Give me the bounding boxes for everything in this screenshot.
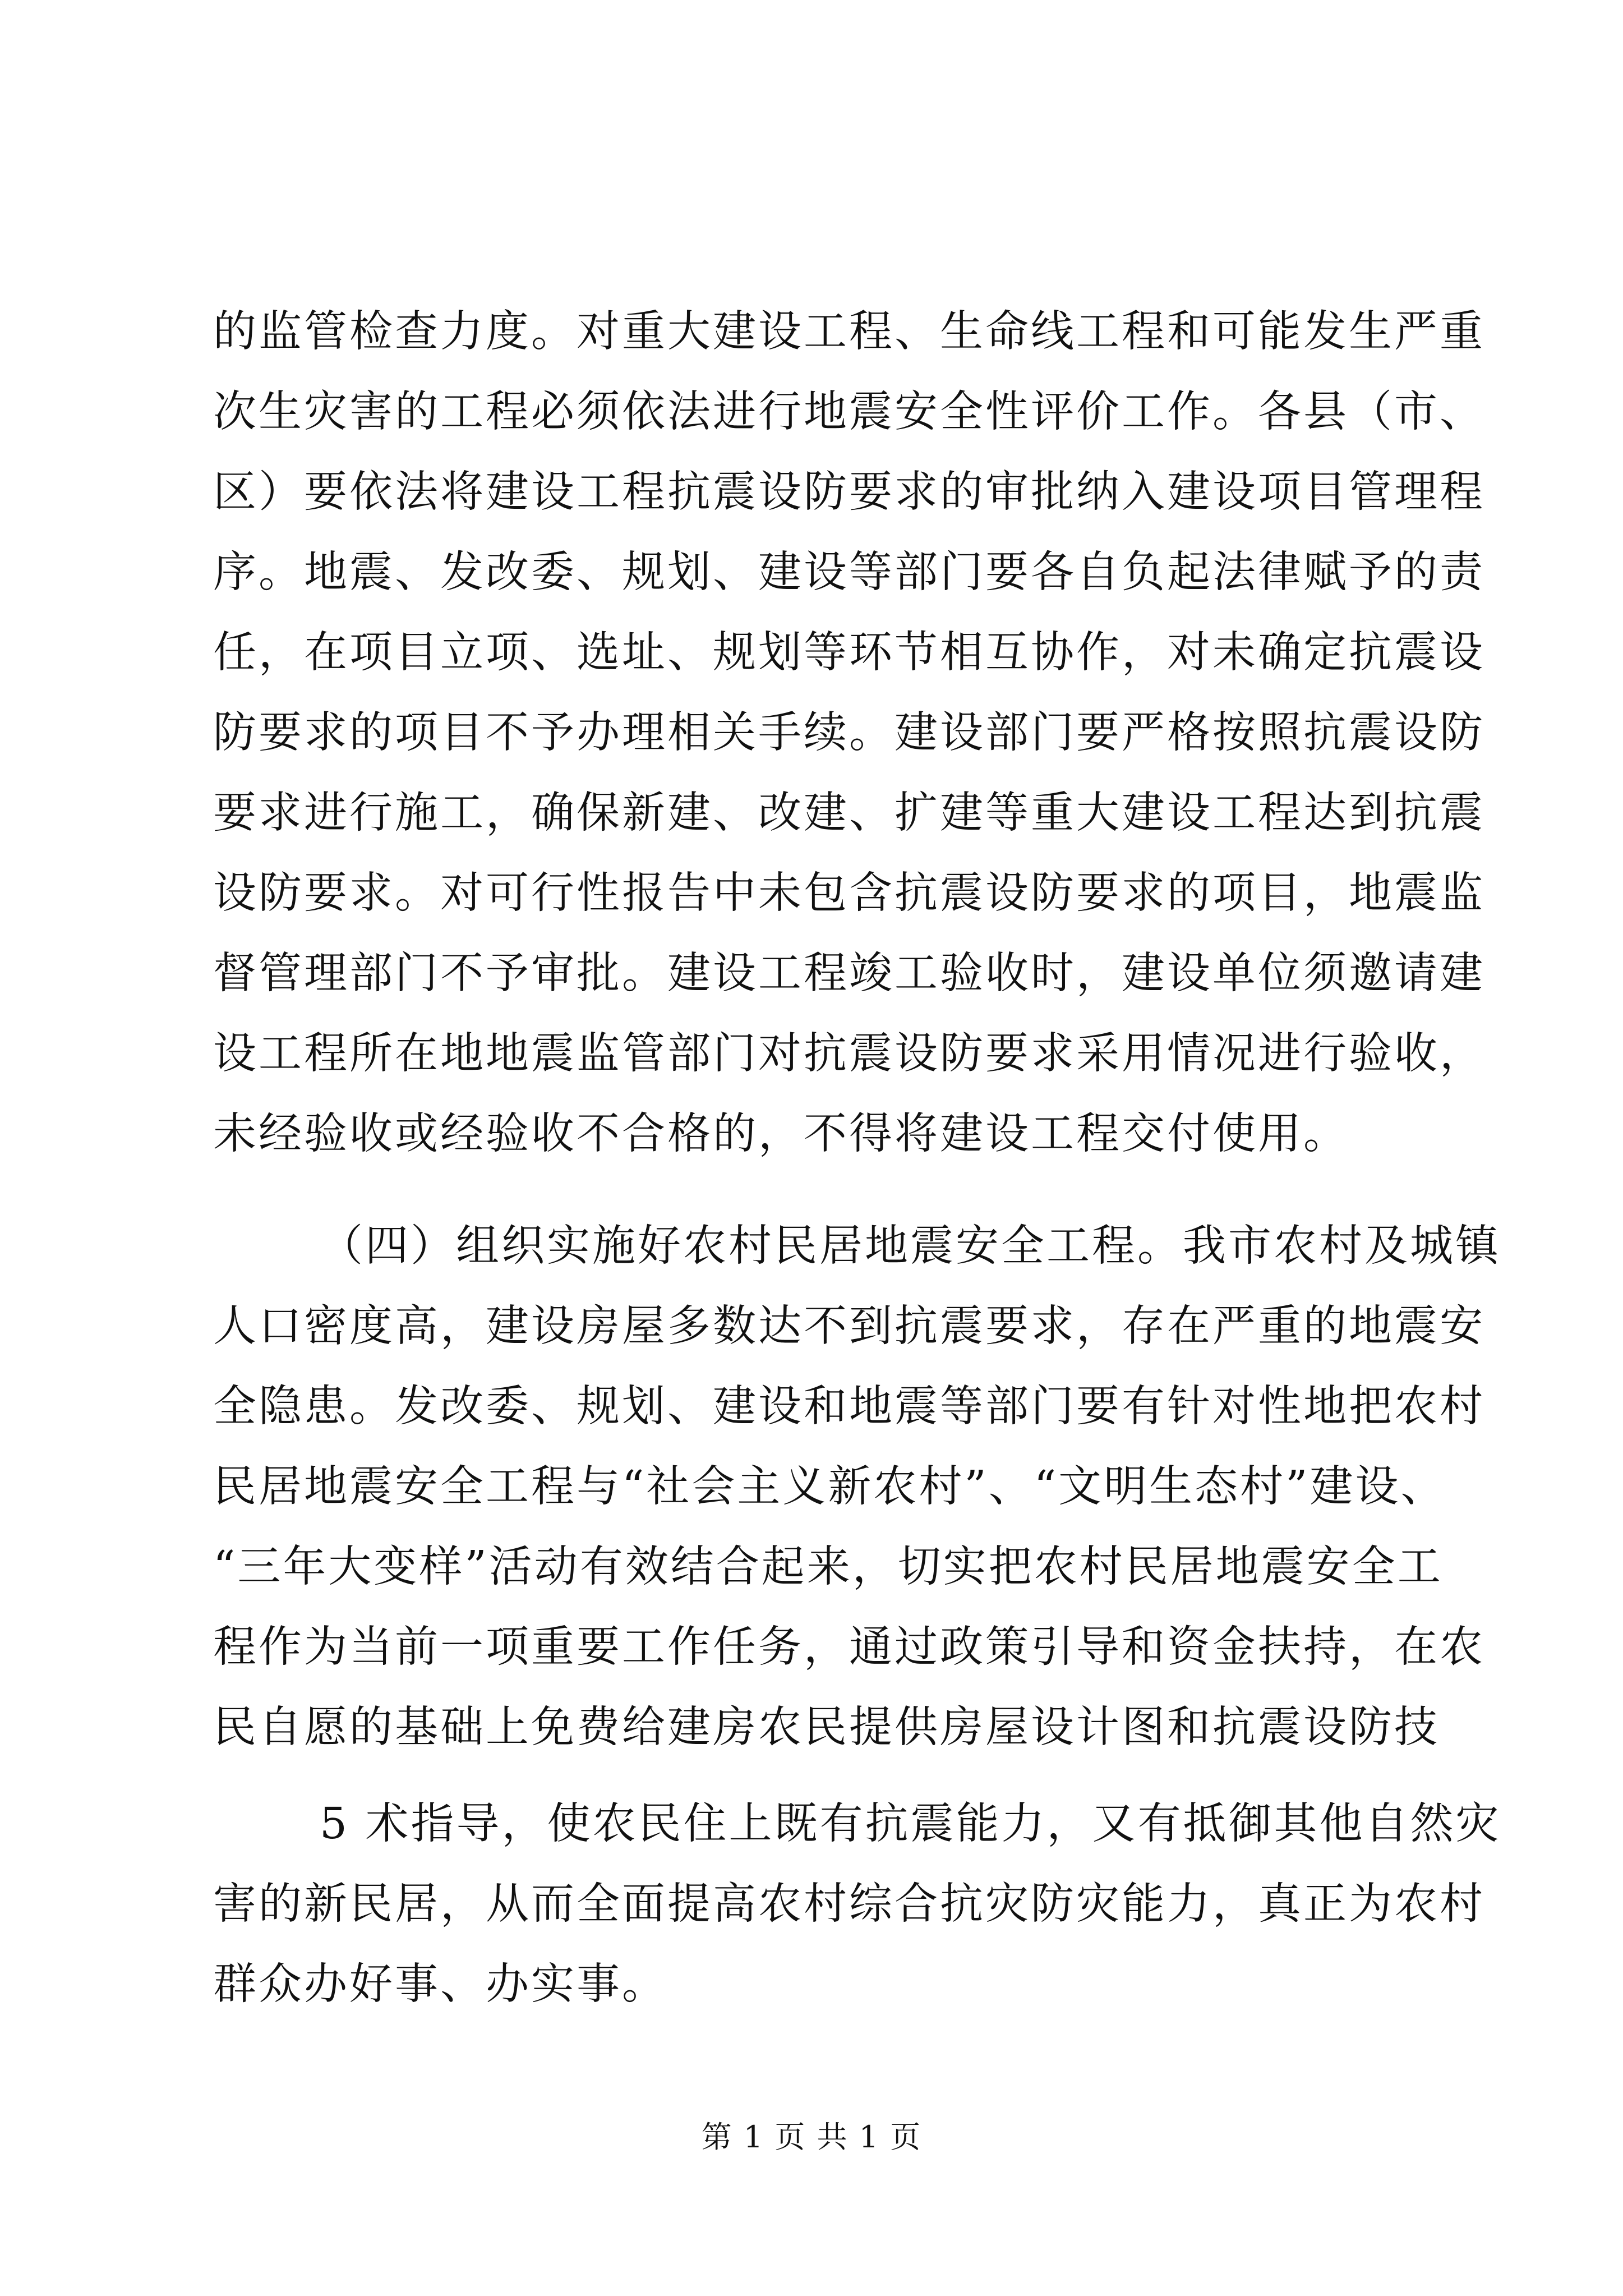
text-line: 人口密度高，建设房屋多数达不到抗震要求，存在严重的地震安 xyxy=(213,1301,1485,1351)
text-line: 序。地震、发改委、规划、建设等部门要各自负起法律赋予的责 xyxy=(213,547,1485,597)
text-line: 防要求的项目不予办理相关手续。建设部门要严格按照抗震设防 xyxy=(213,708,1485,758)
page-number-footer: 第 1 页 共 1 页 xyxy=(701,2119,922,2155)
text-line: 设防要求。对可行性报告中未包含抗震设防要求的项目，地震监 xyxy=(213,868,1485,918)
text-line: 程作为当前一项重要工作任务，通过政策引导和资金扶持，在农 xyxy=(213,1622,1485,1672)
text-line: 的监管检查力度。对重大建设工程、生命线工程和可能发生严重 xyxy=(213,307,1485,357)
text-line: 全隐患。发改委、规划、建设和地震等部门要有针对性地把农村 xyxy=(213,1382,1485,1432)
text-line: 任，在项目立项、选址、规划等环节相互协作，对未确定抗震设 xyxy=(213,628,1485,678)
paragraph-supervision xyxy=(213,292,1485,1174)
text-line: 要求进行施工，确保新建、改建、扩建等重大建设工程达到抗震 xyxy=(213,788,1485,838)
text-line: “三年大变样”活动有效结合起来，切实把农村民居地震安全工 xyxy=(213,1542,1443,1592)
text-line: 督管理部门不予审批。建设工程竣工验收时，建设单位须邀请建 xyxy=(213,949,1485,999)
text-line: 设工程所在地地震监管部门对抗震设防要求采用情况进行验收， xyxy=(213,1029,1485,1079)
text-line: 区）要依法将建设工程抗震设防要求的审批纳入建设项目管理程 xyxy=(213,467,1485,517)
text-line: 群众办好事、办实事。 xyxy=(213,1959,667,2009)
paragraph-rural-housing xyxy=(213,1206,1501,1768)
text-line: 民居地震安全工程与“社会主义新农村”、“文明生态村”建设、 xyxy=(213,1462,1446,1512)
text-line: 未经验收或经验收不合格的，不得将建设工程交付使用。 xyxy=(213,1109,1349,1159)
text-line: 次生灾害的工程必须依法进行地震安全性评价工作。各县（市、 xyxy=(213,387,1485,437)
text-line: 害的新民居，从而全面提高农村综合抗灾防灾能力，真正为农村 xyxy=(213,1879,1485,1929)
text-line: 民自愿的基础上免费给建房农民提供房屋设计图和抗震设防技 xyxy=(213,1703,1440,1752)
paragraph-technical-guidance xyxy=(213,1784,1501,2024)
text-line: 5 术指导，使农民住上既有抗震能力，又有抵御其他自然灾 xyxy=(320,1799,1501,1849)
text-line: （四）组织实施好农村民居地震安全工程。我市农村及城镇 xyxy=(320,1221,1501,1271)
